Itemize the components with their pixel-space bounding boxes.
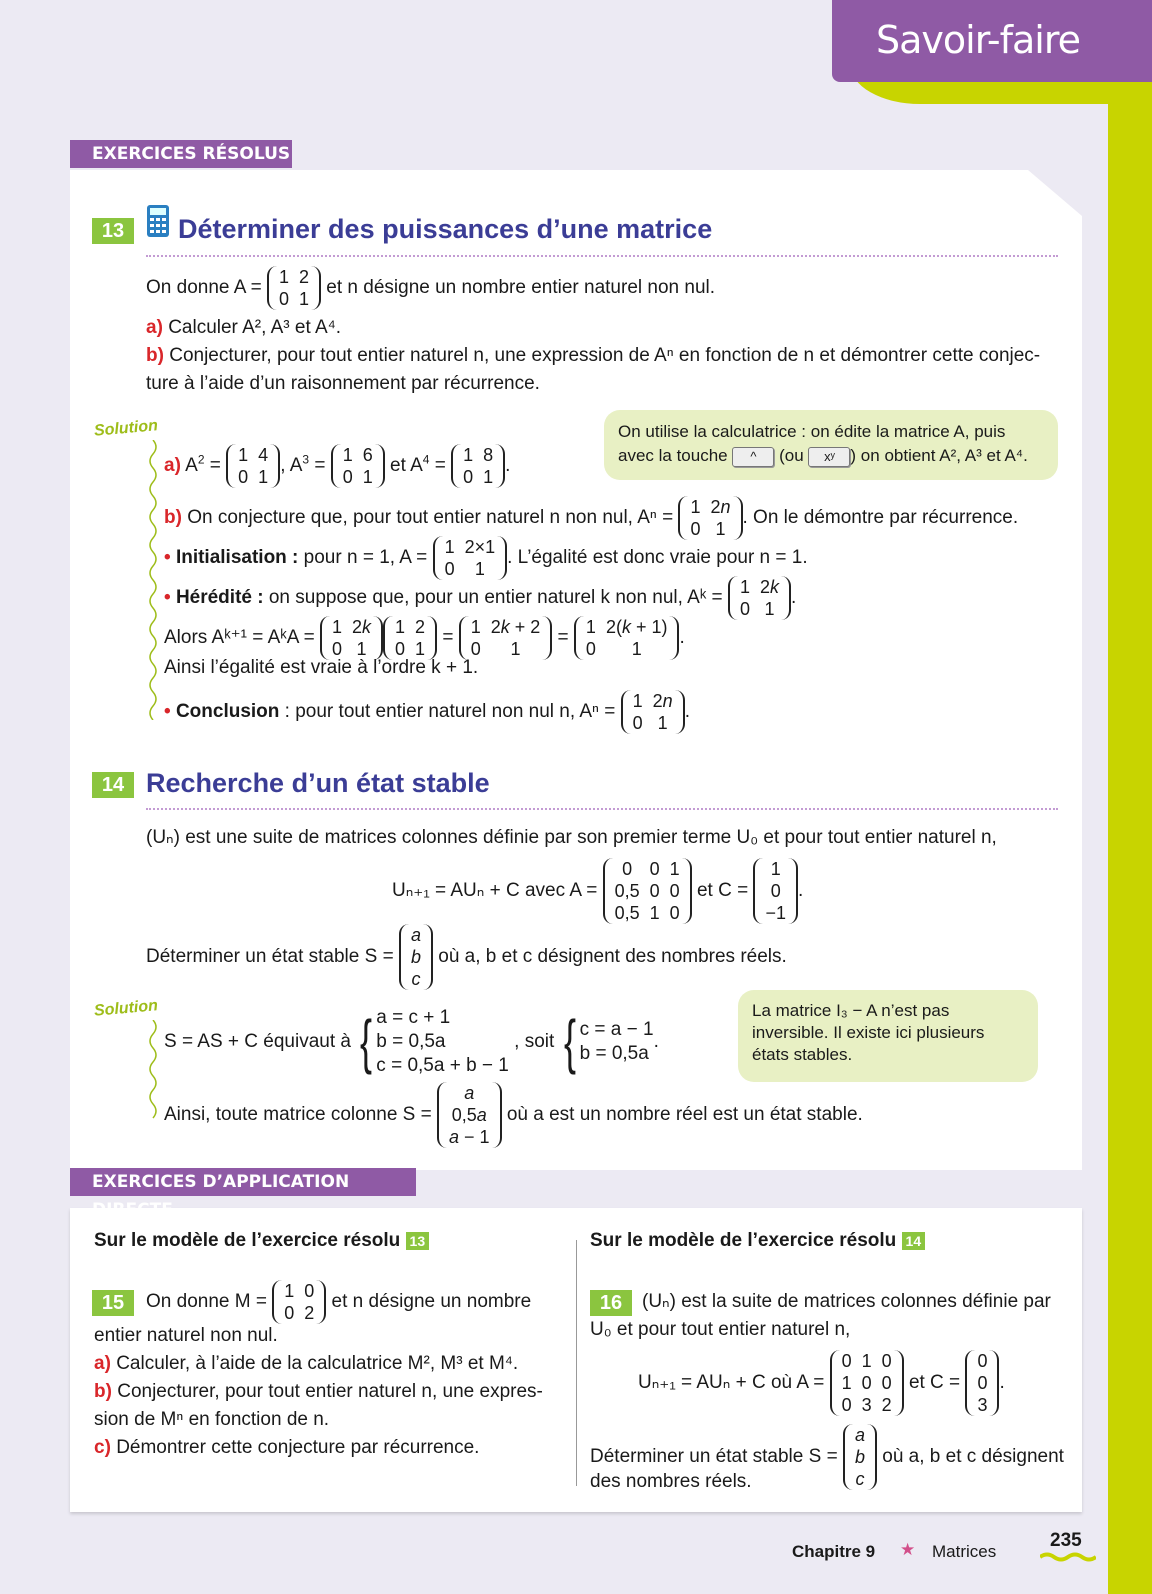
ex15-b-cont: sion de Mⁿ en fonction de n. <box>94 1409 330 1430</box>
ex13-heredite: • Hérédité : on suppose que, pour un entier naturel k non nul, Aᵏ = 1 2k 0 1 . <box>164 577 797 619</box>
tag-direct: EXERCICES D’APPLICATION <box>70 1168 416 1196</box>
page-number-underline <box>1040 1552 1096 1562</box>
calculator-note: On utilise la calculatrice : on édite la matrice A, puis avec la touche ^ (ou xʸ ) on obtient A², A³ et A⁴. <box>604 410 1058 480</box>
right-decorative-bar <box>1108 80 1152 1594</box>
tag-resolved: EXERCICES RÉSOLUS <box>70 140 292 168</box>
ex13-solution-b: b) On conjecture que, pour tout entier naturel n non nul, Aⁿ = 1 2n 0 1 . On le démontre par récurrence. <box>164 497 1019 539</box>
ex14-intro: (Uₙ) est une suite de matrices colonnes définie par son premier terme U₀ et pour tout entier naturel n, <box>146 827 997 848</box>
page-number: 235 <box>1050 1530 1082 1551</box>
ex15-line1: On donne M = 1 0 0 2 et n désigne un nombre <box>146 1281 532 1323</box>
power-key: xʸ <box>808 447 850 467</box>
solution-wave <box>146 1020 160 1120</box>
column-divider <box>576 1240 577 1486</box>
footer-chapter: Chapitre 9 <box>792 1542 876 1561</box>
exercise-number: 14 <box>92 772 134 798</box>
exercise-title: Recherche d’un état stable <box>146 768 490 798</box>
ex14-conclusion: Ainsi, toute matrice colonne S = a 0,5a a − 1 où a est un nombre réel est un état stable. <box>164 1083 863 1147</box>
ex13-intro: On donne A = 1 2 0 1 et n désigne un nombre entier naturel non nul. <box>146 267 716 309</box>
ex13-solution-a: a) $A^2$ = 1 4 0 1 , $A^3$ = 1 6 0 1 et $A^4$ = 1 8 0 1 . <box>164 445 511 487</box>
calculator-icon <box>146 204 170 243</box>
ex16-recurrence: Uₙ₊₁ = AUₙ + C où A = 0 1 0 1 0 0 0 3 2 et C = 0 0 3 . <box>638 1351 1005 1415</box>
caret-key: ^ <box>732 447 774 467</box>
banner-title: Savoir-faire <box>876 18 1080 62</box>
star-icon: ★ <box>900 1540 916 1559</box>
solution-label: Solution <box>93 417 159 440</box>
ex16-line1: (Uₙ) est la suite de matrices colonnes définie par <box>642 1291 1051 1312</box>
model-heading-16: Sur le modèle de l’exercice résolu 14 <box>590 1230 925 1252</box>
solution-label: Solution <box>93 997 159 1020</box>
ex16-line2: U₀ et pour tout entier naturel n, <box>590 1319 851 1340</box>
ex15-line2: entier naturel non nul. <box>94 1325 278 1346</box>
solution-wave <box>146 440 160 720</box>
ex13-initialisation: • Initialisation : pour n = 1, A = 1 2×1 0 1 . L’égalité est donc vraie pour n = 1. <box>164 537 808 579</box>
ex13-question-a: a) Calculer A², A³ et A⁴. <box>146 317 342 338</box>
ex14-recurrence: Uₙ₊₁ = AUₙ + C avec A = 0 0 1 0,5 0 0 0,5 1 0 et C = 1 0 −1 . <box>392 859 804 923</box>
section-banner <box>832 0 1152 82</box>
title-divider <box>146 255 1058 257</box>
stable-state-note: La matrice I₃ − A n’est pas inversible. Il existe ici plusieurs états stables. <box>738 990 1038 1082</box>
ex14-system: S = AS + C équivaut à { a = c + 1 b = 0,5a c = 0,5a + b − 1 , soit { c = a − 1 b = 0,5a. <box>164 1007 659 1076</box>
ex15-b: b) Conjecturer, pour tout entier naturel n, une expres- <box>94 1381 543 1402</box>
ex13-question-b: b) Conjecturer, pour tout entier naturel n, une expression de Aⁿ en fonction de n et démontrer cette conjec- <box>146 345 1041 366</box>
model-heading-15: Sur le modèle de l’exercice résolu 13 <box>94 1230 429 1252</box>
ex13-question-b-cont: ture à l’aide d’un raisonnement par récurrence. <box>146 373 540 394</box>
ex16-determine: Déterminer un état stable S = a b c où a, b et c désignent <box>590 1425 1064 1489</box>
ex13-alors: Alors Aᵏ⁺¹ = AᵏA = 1 2k 0 1 1 2 0 1 = 1 2k + 2 0 1 = 1 2(k + 1) 0 1 . <box>164 617 685 659</box>
ex14-determine: Déterminer un état stable S = a b c où a, b et c désignent des nombres réels. <box>146 925 787 989</box>
exercise-title: Déterminer des puissances d’une matrice <box>178 214 713 244</box>
exercise-number: 16 <box>590 1290 632 1316</box>
ex13-ainsi: Ainsi l’égalité est vraie à l’ordre k + 1. <box>164 657 479 678</box>
ex15-a: a) Calculer, à l’aide de la calculatrice M², M³ et M⁴. <box>94 1353 519 1374</box>
ex13-conclusion: • Conclusion : pour tout entier naturel non nul n, Aⁿ = 1 2n 0 1 . <box>164 691 690 733</box>
exercise-number: 15 <box>92 1290 134 1316</box>
title-divider <box>146 808 1058 810</box>
exercise-number: 13 <box>92 218 134 244</box>
ex16-determine-cont: des nombres réels. <box>590 1471 752 1492</box>
footer-topic: Matrices <box>932 1542 997 1561</box>
ex15-c: c) Démontrer cette conjecture par récurrence. <box>94 1437 480 1458</box>
